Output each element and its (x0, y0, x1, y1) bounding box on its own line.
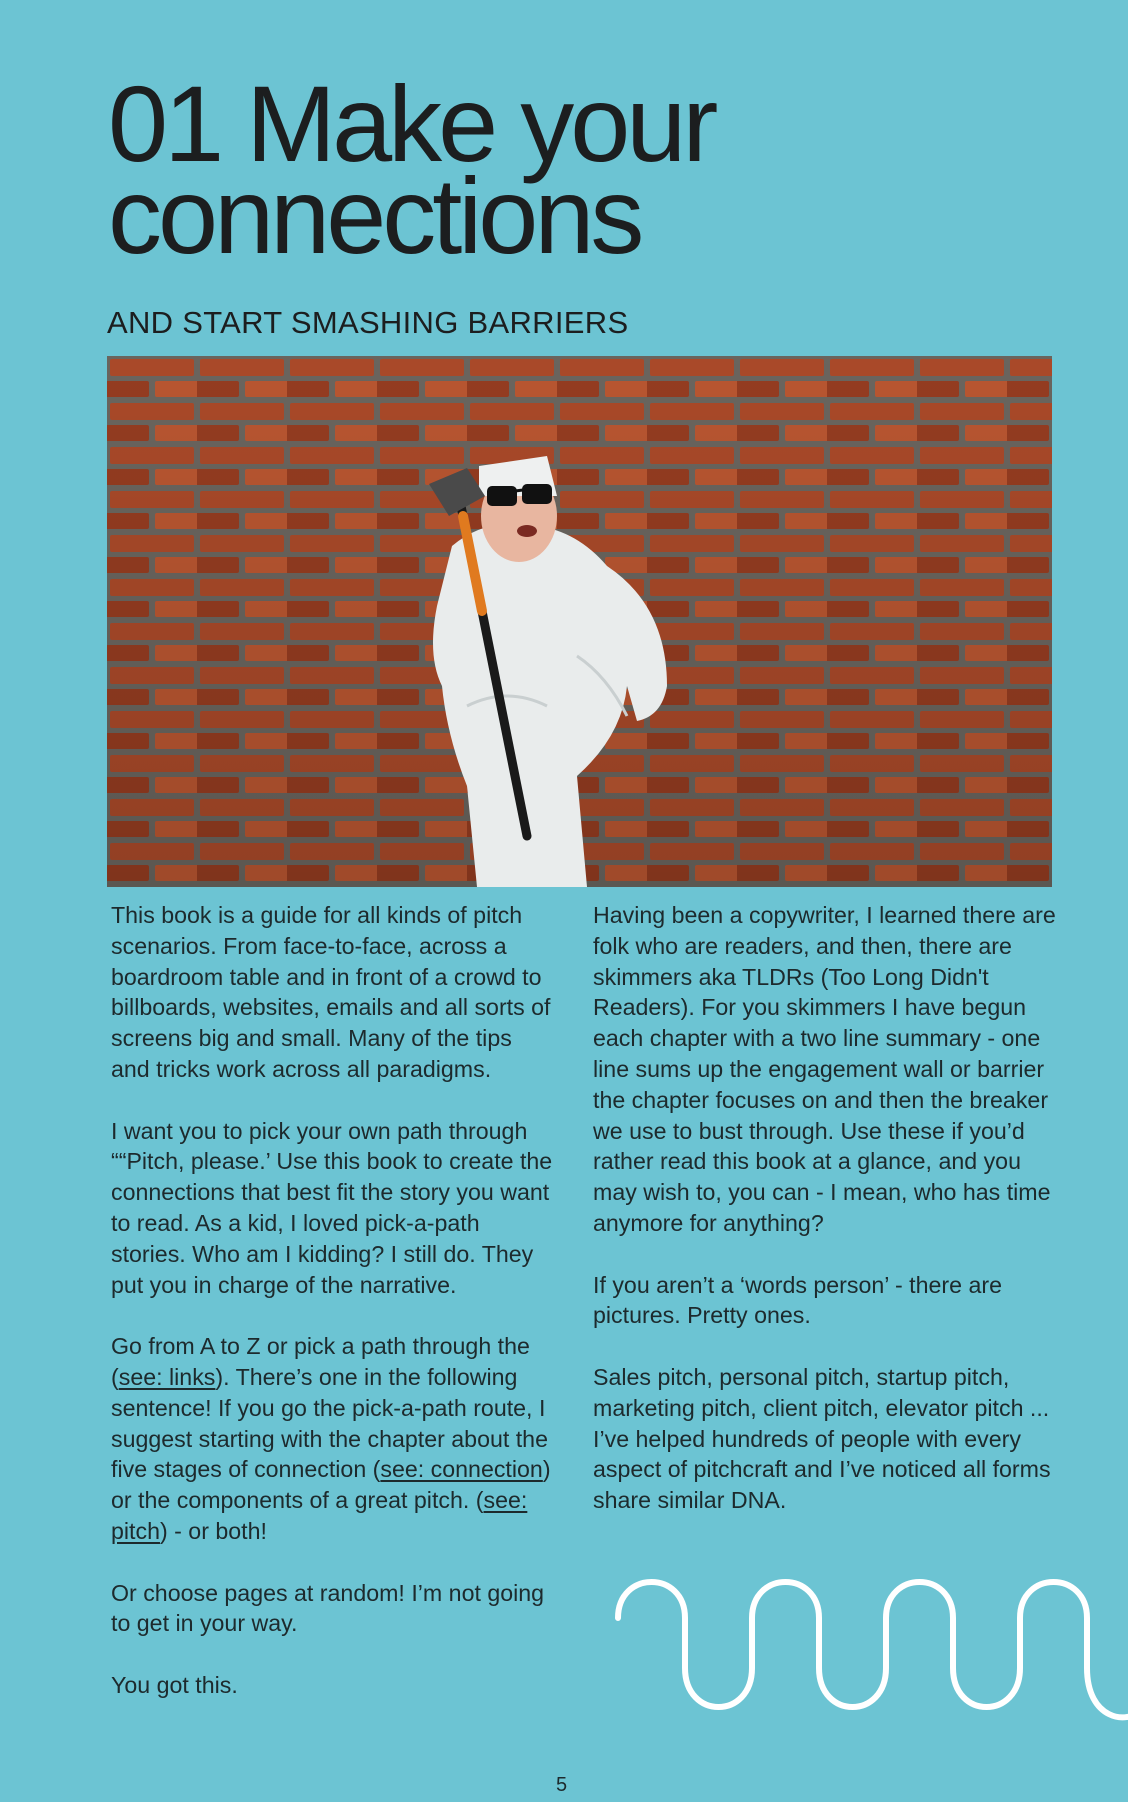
left-paragraph-3 (111, 1331, 556, 1547)
right-column (593, 900, 1063, 1547)
left-column (111, 900, 556, 1732)
text-fragment: Go from A to Z or pick a path through the ( (111, 1333, 530, 1390)
text-fragment: ). There’s one in the following sentence! If you go the pick-a-path route, I suggest starting with the chapter about the five stages of connection ( (111, 1363, 548, 1483)
left-paragraph-1: This book is a guide for all kinds of pitch scenarios. From face-to-face, across a boardroom table and in front of a crowd to billboards, websites, emails and all sorts of screens big and small. Many of the tips and tricks work across all paradigms. (111, 902, 551, 1082)
right-paragraph-2: If you aren’t a ‘words person’ - there are pictures. Pretty ones. (593, 1271, 1002, 1329)
squiggle-decoration (600, 1560, 1128, 1730)
page-title (108, 63, 715, 276)
page-subtitle: AND START SMASHING BARRIERS (107, 305, 629, 340)
text-fragment: ) or the components of a great pitch. ( (111, 1456, 551, 1514)
right-paragraph-1: Having been a copywriter, I learned there are folk who are readers, and then, there are skimmers aka TLDRs (Too Long Didn't Readers). For you skimmers I have begun each chapter with a two line summary - one line sums up the engagement wall or barrier the chapter focuses on and then the breaker we use to bust through. Use these if you’d rather read this book at a glance, and you may wish to, you can - I mean, who has time anymore for anything? (593, 902, 1056, 1236)
title-line-1: 01 Make your (108, 63, 715, 184)
left-paragraph-4: Or choose pages at random! I’m not going to get in your way. (111, 1579, 545, 1637)
right-paragraph-3: Sales pitch, personal pitch, startup pitch, marketing pitch, client pitch, elevator pitch ... I’ve helped hundreds of people with every aspect of pitchcraft and I’ve noticed all forms share similar DNA. (593, 1363, 1051, 1514)
text-fragment: ) - or both! (159, 1517, 267, 1544)
title-line-2: connections (108, 155, 641, 276)
hero-photo (107, 356, 1052, 887)
link-see-connection[interactable]: see: connection (380, 1456, 543, 1483)
page-number: 5 (556, 1774, 568, 1796)
left-paragraph-2: I want you to pick your own path through ““Pitch, please.’ Use this book to create the connections that best fit the story you want to read. As a kid, I loved pick-a-path stories. Who am I kidding? I still do. They put you in charge of the narrative. (111, 1117, 553, 1298)
left-paragraph-5: You got this. (111, 1671, 238, 1698)
link-see-pitch[interactable]: see: pitch (111, 1487, 528, 1544)
brick-wall-photo-illustration (107, 356, 1052, 887)
link-see-links[interactable]: see: links (118, 1363, 216, 1390)
